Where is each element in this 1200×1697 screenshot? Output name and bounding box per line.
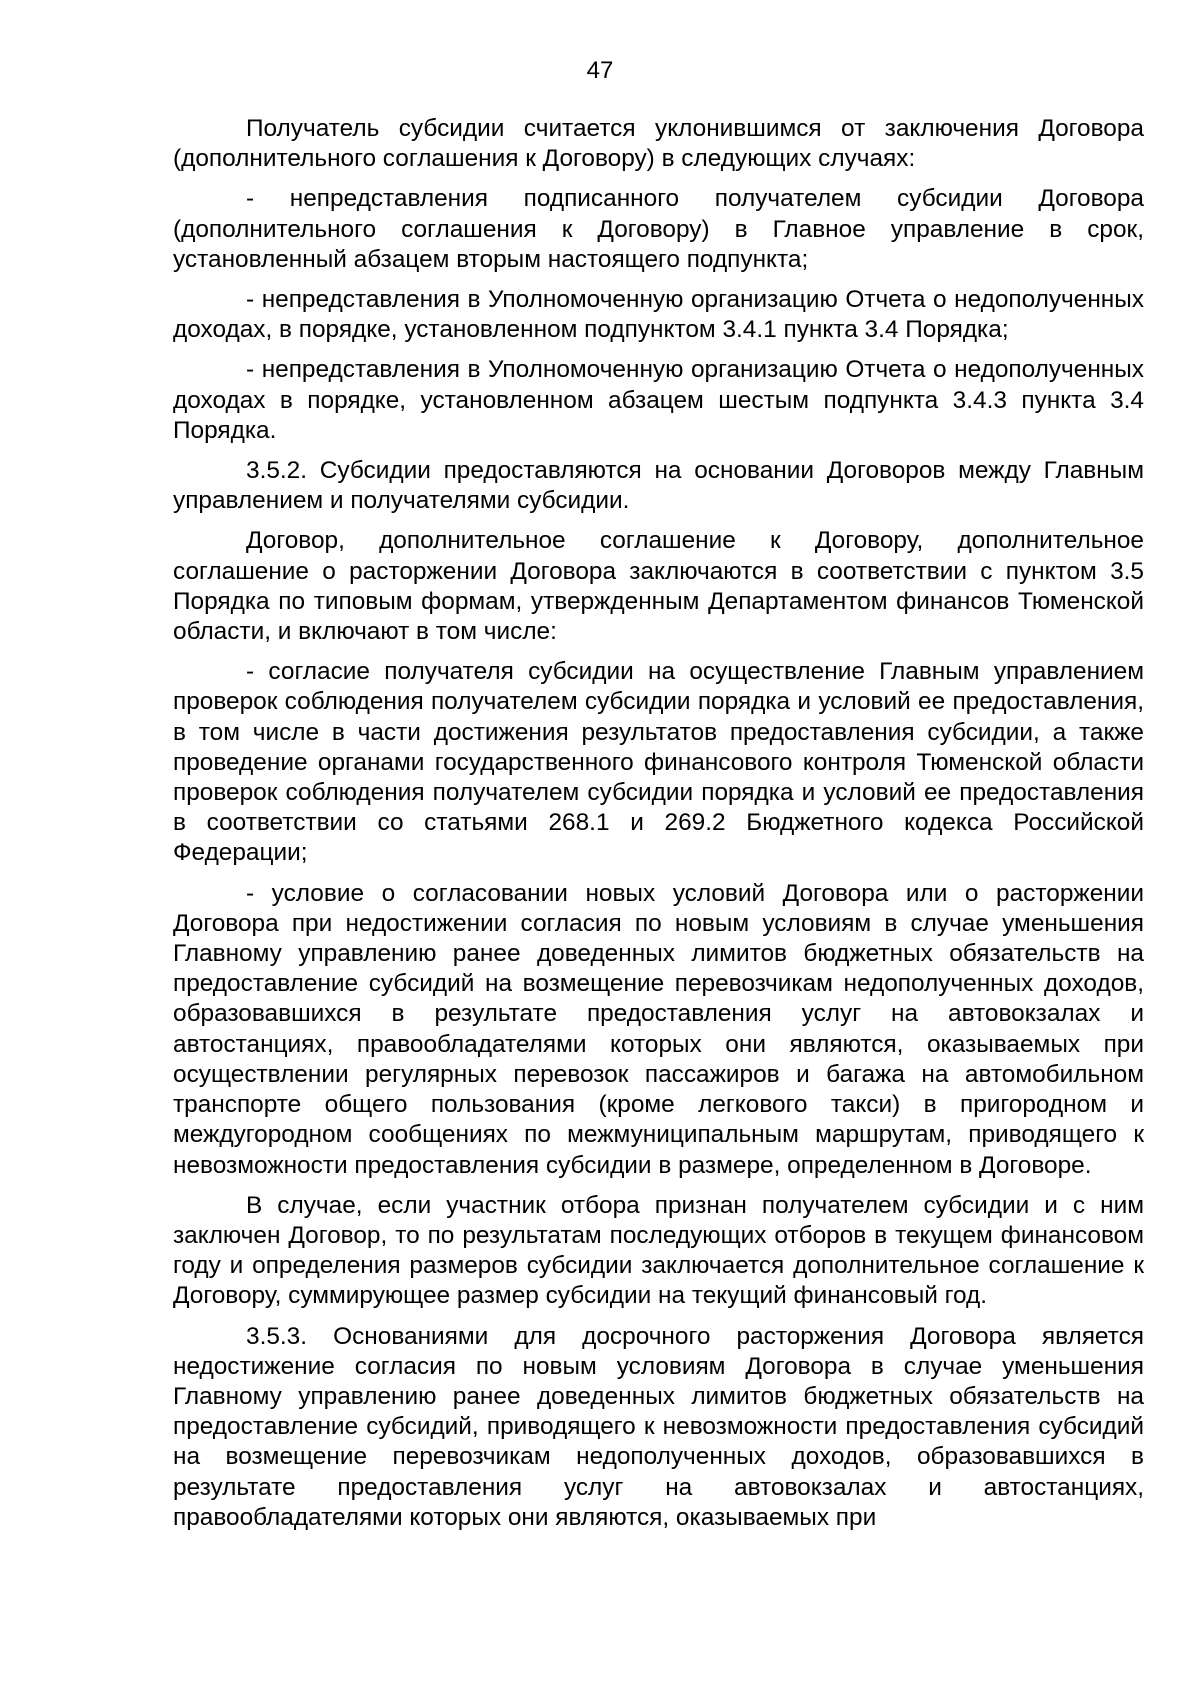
- paragraph-new-conditions: - условие о согласовании новых условий Договора или о расторжении Договора при недостижении согласия по новым условиям в случае уменьшения Главному управлению ранее доведенных лимитов бюджетных обязательств на предоставление субсидий на возмещение перевозчикам недополученных доходов, образовавшихся в результате предоставления услуг на автовокзалах и автостанциях, правообладателями которых они являются, оказываемых при осуществлении регулярных перевозок пассажиров и багажа на автомобильном транспорте общего пользования (кроме легкового такси) в пригородном и междугородном сообщениях по межмуниципальным маршрутам, приводящего к невозможности предоставления субсидии в размере, определенном в Договоре.: [173, 879, 1144, 1179]
- paragraph-consent-inspections: - согласие получателя субсидии на осуществление Главным управлением проверок соблюдения получателем субсидии порядка и условий ее предоставления, в том числе в части достижения результатов предоставления субсидии, а также проведение органами государственного финансового контроля Тюменской области проверок соблюдения получателем субсидии порядка и условий ее предоставления в соответствии со статьями 268.1 и 269.2 Бюджетного кодекса Российской Федерации;: [173, 658, 1144, 867]
- document-body: [173, 114, 1144, 1543]
- paragraph-agreement-forms: Договор, дополнительное соглашение к Договору, дополнительное соглашение о расторжении Договора заключаются в соответствии с пунктом 3.5 Порядка по типовым формам, утвержденным Департаментом финансов Тюменской области, и включают в том числе:: [173, 527, 1144, 646]
- paragraph-evasion-case-1: - непредставления подписанного получателем субсидии Договора (дополнительного соглашения к Договору) в Главное управление в срок, установленный абзацем вторым настоящего подпункта;: [173, 185, 1144, 273]
- paragraph-evasion-case-2: - непредставления в Уполномоченную организацию Отчета о недополученных доходах, в порядке, установленном подпунктом 3.4.1 пункта 3.4 Порядка;: [173, 286, 1144, 344]
- page-number: 47: [586, 57, 614, 84]
- paragraph-3-5-2: 3.5.2. Субсидии предоставляются на основании Договоров между Главным управлением и получателями субсидии.: [173, 457, 1144, 515]
- paragraph-additional-agreement: В случае, если участник отбора признан получателем субсидии и с ним заключен Договор, то по результатам последующих отборов в текущем финансовом году и определения размеров субсидии заключается дополнительное соглашение к Договору, суммирующее размер субсидии на текущий финансовый год.: [173, 1191, 1144, 1310]
- paragraph-evasion-intro: Получатель субсидии считается уклонившимся от заключения Договора (дополнительного соглашения к Договору) в следующих случаях:: [173, 115, 1144, 173]
- paragraph-3-5-3: 3.5.3. Основаниями для досрочного расторжения Договора является недостижение согласия по новым условиям Договора в случае уменьшения Главному управлению ранее доведенных лимитов бюджетных обязательств на предоставление субсидий, приводящего к невозможности предоставления субсидий на возмещение перевозчикам недополученных доходов, образовавшихся в результате предоставления услуг на автовокзалах и автостанциях, правообладателями которых они являются, оказываемых при: [173, 1322, 1144, 1531]
- paragraph-evasion-case-3: - непредставления в Уполномоченную организацию Отчета о недополученных доходах в порядке, установленном абзацем шестым подпункта 3.4.3 пункта 3.4 Порядка.: [173, 356, 1144, 444]
